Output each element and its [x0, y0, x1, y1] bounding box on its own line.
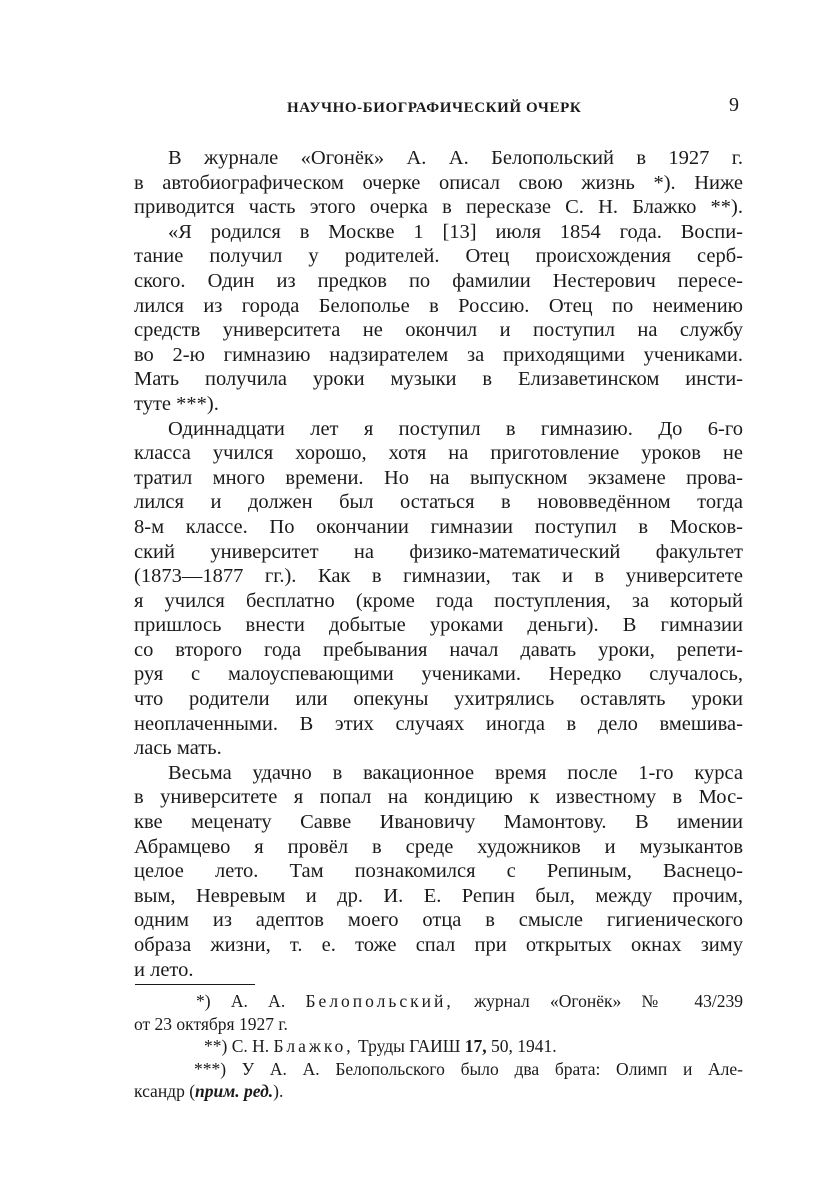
text-line: класса учился хорошо, хотя на приготовление уроков не: [134, 442, 743, 465]
footnote-initials: А. А.: [230, 991, 286, 1011]
text-line: тание получил у родителей. Отец происхождения серб-: [134, 245, 743, 268]
text-line: (1873—1877 гг.). Как в гимназии, так и в университете: [134, 565, 743, 588]
footnote-divider: [135, 984, 255, 985]
footnote-text: ).: [273, 1081, 284, 1101]
text-line: Абрамцево я провёл в среде художников и музыкантов: [134, 835, 743, 858]
text-line: приводится часть этого очерка в пересказе С. Н. Блажко **).: [134, 196, 743, 219]
text-line: Одиннадцати лет я поступил в гимназию. До 6-го: [168, 417, 743, 440]
footnote-text: журнал «Огонёк» № 43/239: [474, 991, 743, 1011]
text-line: неоплаченными. В этих случаях иногда в дело вмешива-: [134, 712, 743, 735]
footnote-initials: С. Н.: [231, 1036, 270, 1056]
text-line: туте ***).: [134, 392, 219, 415]
text-line: Мать получила уроки музыки в Елизаветинском инсти-: [134, 368, 743, 391]
running-title: НАУЧНО-БИОГРАФИЧЕСКИЙ ОЧЕРК: [287, 100, 582, 116]
body-text: [134, 146, 743, 982]
text-line: средств университета не окончил и поступил на службу: [134, 319, 743, 342]
footnote-marker: ***): [194, 1058, 227, 1079]
footnote-volume: 17,: [464, 1036, 487, 1056]
footnote-3: [134, 1058, 743, 1081]
text-line: я учился бесплатно (кроме года поступления, за который: [134, 589, 743, 612]
paragraph-3: [134, 417, 743, 761]
footnote-1: [134, 990, 743, 1013]
footnote-author: Блажко,: [273, 1036, 354, 1056]
text-line: пришлось внести добытые уроками деньги). В гимназии: [134, 614, 743, 637]
text-line: тратил много времени. Но на выпускном экзамене прова-: [134, 466, 743, 489]
text-line: вым, Невревым и др. И. Е. Репин был, между прочим,: [134, 884, 743, 907]
text-line: ский университет на физико-математический факультет: [134, 540, 743, 563]
footnote-text: Труды ГАИШ: [358, 1036, 461, 1056]
footnote-marker: **): [204, 1036, 228, 1056]
paragraph-2: [134, 220, 743, 417]
text-line: во 2-ю гимназию надзирателем за приходящими учениками.: [134, 343, 743, 366]
text-line: со второго года пребывания начал давать уроки, репети-: [134, 638, 743, 661]
footnote-text: 50, 1941.: [491, 1036, 557, 1056]
text-line: кве меценату Савве Ивановичу Мамонтову. В имении: [134, 811, 743, 834]
footnote-marker: *): [196, 991, 211, 1011]
paragraph-4: [134, 761, 743, 982]
footnotes: [134, 990, 743, 1103]
footnote-author: Белопольский,: [305, 991, 454, 1011]
page-number: 9: [729, 94, 739, 116]
text-line: 8-м классе. По окончании гимназии поступил в Москов-: [134, 515, 743, 538]
text-line: в университете я попал на кондицию к известному в Мос-: [134, 786, 743, 809]
text-line: В журнале «Огонёк» А. А. Белопольский в 1927 г.: [168, 147, 743, 169]
footnote-2: [134, 1035, 743, 1058]
text-line: лился из города Белополье в Россию. Отец по неимению: [134, 294, 743, 317]
text-line: и лето.: [134, 958, 194, 981]
text-line: лился и должен был остаться в нововведённом тогда: [134, 491, 743, 514]
text-line: руя с малоуспевающими учениками. Нередко случалось,: [134, 663, 743, 686]
paragraph-1: [134, 146, 743, 220]
text-line: образа жизни, т. е. тоже спал при открытых окнах зиму: [134, 934, 743, 956]
footnote-1-continuation: от 23 октября 1927 г.: [134, 1013, 288, 1034]
text-line: «Я родился в Москве 1 [13] июля 1854 года. Воспи-: [168, 220, 743, 243]
footnote-text: ксандр (: [134, 1081, 196, 1101]
text-line: Весьма удачно в вакационное время после 1-го курса: [168, 761, 743, 784]
footnote-text: У А. А. Белопольского было два брата: Олимп и Але-: [241, 1058, 743, 1079]
footnote-3-continuation: [134, 1080, 743, 1103]
text-line: что родители или опекуны ухитрялись оставлять уроки: [134, 688, 743, 711]
text-line: целое лето. Там познакомился с Репиным, Васнецо-: [134, 860, 743, 883]
text-line: ского. Один из предков по фамилии Нестерович пересе-: [134, 269, 743, 292]
editor-note: прим. ред.: [195, 1081, 274, 1101]
text-line: одним из адептов моего отца в смысле гигиенического: [134, 909, 743, 932]
text-line: в автобиографическом очерке описал свою жизнь *). Ниже: [134, 171, 743, 194]
text-line: лась мать.: [134, 737, 222, 760]
